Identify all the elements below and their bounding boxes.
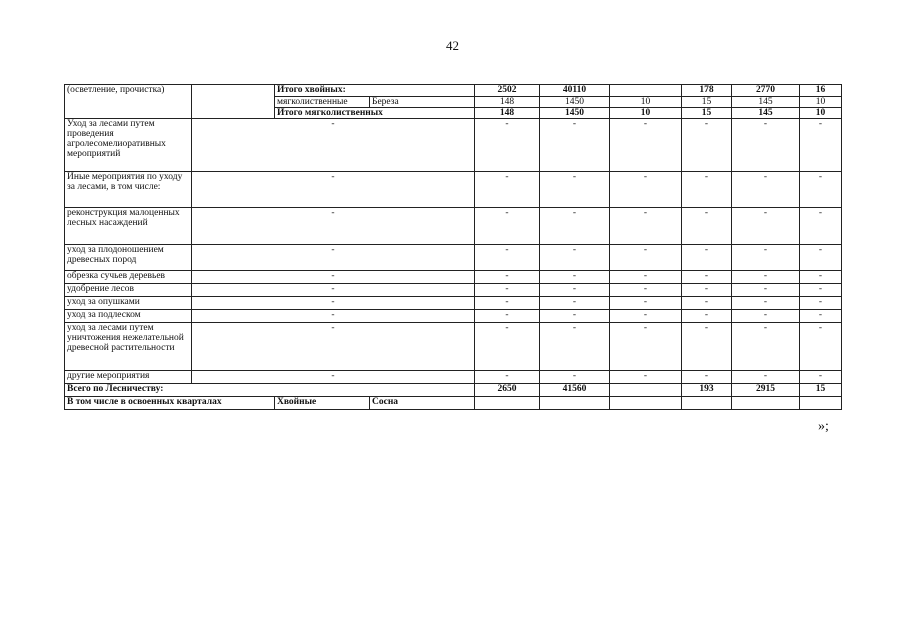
value-cell (610, 384, 682, 397)
dash-cell: - (800, 297, 842, 310)
dash-cell: - (732, 172, 800, 208)
value-cell: 178 (682, 85, 732, 97)
dash-cell: - (475, 297, 540, 310)
dash-cell: - (732, 297, 800, 310)
dash-cell: - (475, 119, 540, 172)
dash-cell: - (682, 323, 732, 371)
value-cell: 2915 (732, 384, 800, 397)
value-cell: 2502 (475, 85, 540, 97)
value-cell: 10 (610, 97, 682, 108)
dash-cell: - (540, 371, 610, 384)
dash-cell: - (682, 297, 732, 310)
closing-quote-mark: »; (818, 419, 829, 434)
dash-cell: - (732, 208, 800, 245)
dash-cell: - (610, 284, 682, 297)
value-cell: 2650 (475, 384, 540, 397)
empty-cell (732, 397, 800, 410)
value-cell: 41560 (540, 384, 610, 397)
dash-cell: - (540, 172, 610, 208)
value-cell: 10 (800, 97, 842, 108)
empty-cell (192, 85, 275, 119)
dash-cell: - (800, 119, 842, 172)
empty-cell (475, 397, 540, 410)
dash-cell: - (682, 245, 732, 271)
dash-cell: - (610, 310, 682, 323)
table-row (65, 371, 842, 384)
total-label: Всего по Лесничеству: (65, 384, 475, 397)
value-cell: 2770 (732, 85, 800, 97)
forest-activities-table (64, 84, 842, 410)
dash-cell: - (800, 245, 842, 271)
value-cell: 15 (800, 384, 842, 397)
page-number: 42 (446, 38, 459, 53)
dash-cell: - (800, 371, 842, 384)
dash-cell: - (732, 119, 800, 172)
dash-cell: - (610, 323, 682, 371)
dash-cell: - (475, 371, 540, 384)
dash-cell: - (800, 208, 842, 245)
dash-cell: - (475, 310, 540, 323)
dash-cell: - (475, 172, 540, 208)
table-row (65, 271, 842, 284)
dash-cell: - (192, 371, 475, 384)
value-cell: 10 (800, 108, 842, 119)
dash-cell: - (610, 245, 682, 271)
value-cell: 40110 (540, 85, 610, 97)
dash-cell: - (682, 119, 732, 172)
dash-cell: - (732, 245, 800, 271)
table-row (65, 284, 842, 297)
activity-cell: Иные мероприятия по уходу за лесами, в том числе: (65, 172, 192, 208)
dash-cell: - (192, 271, 475, 284)
activity-cell: другие мероприятия (65, 371, 192, 384)
table-row (65, 208, 842, 245)
dash-cell: - (192, 310, 475, 323)
table-row (65, 310, 842, 323)
dash-cell: - (732, 371, 800, 384)
dash-cell: - (475, 271, 540, 284)
value-cell: 15 (682, 108, 732, 119)
value-cell: 148 (475, 108, 540, 119)
value-cell: 15 (682, 97, 732, 108)
dash-cell: - (540, 208, 610, 245)
activity-cell: реконструкция малоценных лесных насаждений (65, 208, 192, 245)
dash-cell: - (610, 271, 682, 284)
empty-cell (610, 397, 682, 410)
activity-cell: уход за опушками (65, 297, 192, 310)
dash-cell: - (475, 208, 540, 245)
dash-cell: - (192, 297, 475, 310)
dash-cell: - (540, 310, 610, 323)
dash-cell: - (192, 245, 475, 271)
dash-cell: - (682, 172, 732, 208)
dash-cell: - (610, 172, 682, 208)
dash-cell: - (540, 245, 610, 271)
empty-cell (800, 397, 842, 410)
activity-cell: уход за подлеском (65, 310, 192, 323)
dash-cell: - (800, 284, 842, 297)
dash-cell: - (610, 371, 682, 384)
group-cell: Хвойные (275, 397, 370, 410)
dash-cell: - (800, 172, 842, 208)
dash-cell: - (732, 284, 800, 297)
table-row (65, 85, 842, 97)
total-row (65, 384, 842, 397)
dash-cell: - (475, 284, 540, 297)
row-label: Итого мягколиственных (275, 108, 475, 119)
value-cell: 148 (475, 97, 540, 108)
activity-cell: уход за лесами путем уничтожения нежелательной древесной растительности (65, 323, 192, 371)
dash-cell: - (682, 284, 732, 297)
dash-cell: - (192, 208, 475, 245)
activity-cell: уход за плодоношением древесных пород (65, 245, 192, 271)
species-cell: Сосна (370, 397, 475, 410)
dash-cell: - (475, 323, 540, 371)
dash-cell: - (682, 208, 732, 245)
group-cell: мягколиственные (275, 97, 370, 108)
value-cell: 193 (682, 384, 732, 397)
dash-cell: - (682, 310, 732, 323)
activity-cell: обрезка сучьев деревьев (65, 271, 192, 284)
dash-cell: - (540, 284, 610, 297)
dash-cell: - (732, 323, 800, 371)
value-cell: 10 (610, 108, 682, 119)
dash-cell: - (475, 245, 540, 271)
dash-cell: - (800, 323, 842, 371)
dash-cell: - (540, 297, 610, 310)
activity-cell: Уход за лесами путем проведения агролесомелиоративных мероприятий (65, 119, 192, 172)
value-cell: 145 (732, 97, 800, 108)
dash-cell: - (800, 271, 842, 284)
dash-cell: - (732, 271, 800, 284)
value-cell: 1450 (540, 97, 610, 108)
table-row (65, 245, 842, 271)
table-row (65, 119, 842, 172)
activity-cell: удобрение лесов (65, 284, 192, 297)
dash-cell: - (540, 323, 610, 371)
dash-cell: - (610, 208, 682, 245)
dash-cell: - (800, 310, 842, 323)
dash-cell: - (192, 119, 475, 172)
value-cell: 16 (800, 85, 842, 97)
table-row (65, 397, 842, 410)
dash-cell: - (192, 172, 475, 208)
dash-cell: - (732, 310, 800, 323)
value-cell: 1450 (540, 108, 610, 119)
table-row (65, 297, 842, 310)
dash-cell: - (192, 284, 475, 297)
dash-cell: - (610, 297, 682, 310)
dash-cell: - (682, 271, 732, 284)
empty-cell (682, 397, 732, 410)
dash-cell: - (540, 119, 610, 172)
dash-cell: - (192, 323, 475, 371)
empty-cell (540, 397, 610, 410)
table-row (65, 172, 842, 208)
table-row (65, 323, 842, 371)
value-cell: 145 (732, 108, 800, 119)
activity-cell: (осветление, прочистка) (65, 85, 192, 119)
row-label: Итого хвойных: (275, 85, 475, 97)
dash-cell: - (540, 271, 610, 284)
value-cell (610, 85, 682, 97)
row-label: В том числе в освоенных кварталах (65, 397, 275, 410)
dash-cell: - (682, 371, 732, 384)
dash-cell: - (610, 119, 682, 172)
species-cell: Береза (370, 97, 475, 108)
